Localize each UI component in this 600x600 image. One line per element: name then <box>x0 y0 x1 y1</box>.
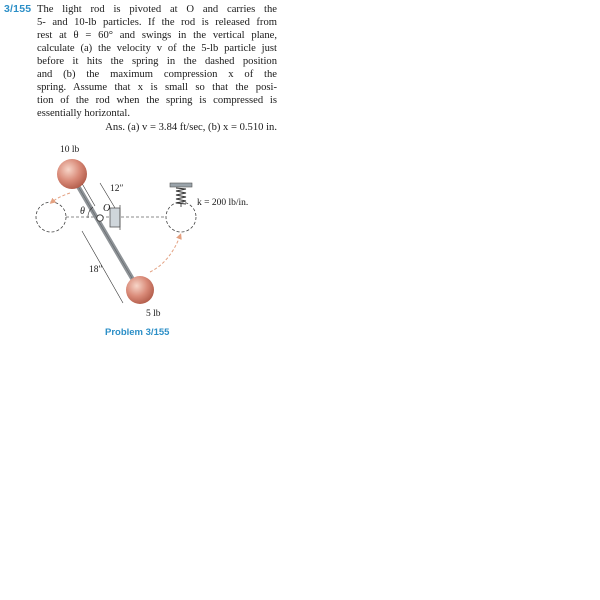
problem-text-line: and (b) the maximum compression x of the <box>37 69 277 80</box>
label-spring-constant: k = 200 lb/in. <box>197 198 249 208</box>
figure-caption: Problem 3/155 <box>105 327 170 338</box>
pivot-pin <box>97 215 103 221</box>
problem-text-line: rest at θ = 60° and swings in the vertical plane, <box>37 30 277 41</box>
label-angle: θ <box>80 206 85 217</box>
label-dim-lower: 18″ <box>89 265 103 275</box>
ball-5lb <box>126 276 154 304</box>
problem-text-line: 5- and 10-lb particles. If the rod is released from <box>37 17 277 28</box>
spring-mount <box>170 183 192 187</box>
problem-text-line: spring. Assume that x is small so that the posi- <box>37 82 277 93</box>
rod-edge <box>72 176 139 290</box>
label-dim-upper: 12″ <box>110 184 124 194</box>
ball-10lb <box>57 159 87 189</box>
swing-arrow-lower <box>150 236 180 272</box>
problem-text-line: The light rod is pivoted at O and carries the <box>37 4 277 15</box>
answer-line: Ans. (a) v = 3.84 ft/sec, (b) x = 0.510 in. <box>105 122 277 133</box>
problem-text-line: tion of the rod when the spring is compressed is <box>37 95 277 106</box>
problem-figure <box>0 140 300 330</box>
initial-position-circle <box>36 202 66 232</box>
swing-arrow-upper <box>52 193 70 202</box>
label-5lb: 5 lb <box>146 309 161 319</box>
problem-text-line: calculate (a) the velocity v of the 5-lb particle just <box>37 43 277 54</box>
problem-number: 3/155 <box>4 3 32 15</box>
label-10lb: 10 lb <box>60 145 80 155</box>
problem-text-line: before it hits the spring in the dashed position <box>37 56 277 67</box>
problem-text-line: essentially horizontal. <box>37 108 130 119</box>
spring-coil <box>176 188 186 204</box>
label-pivot: O <box>103 203 111 214</box>
pivot-bracket <box>110 208 120 227</box>
